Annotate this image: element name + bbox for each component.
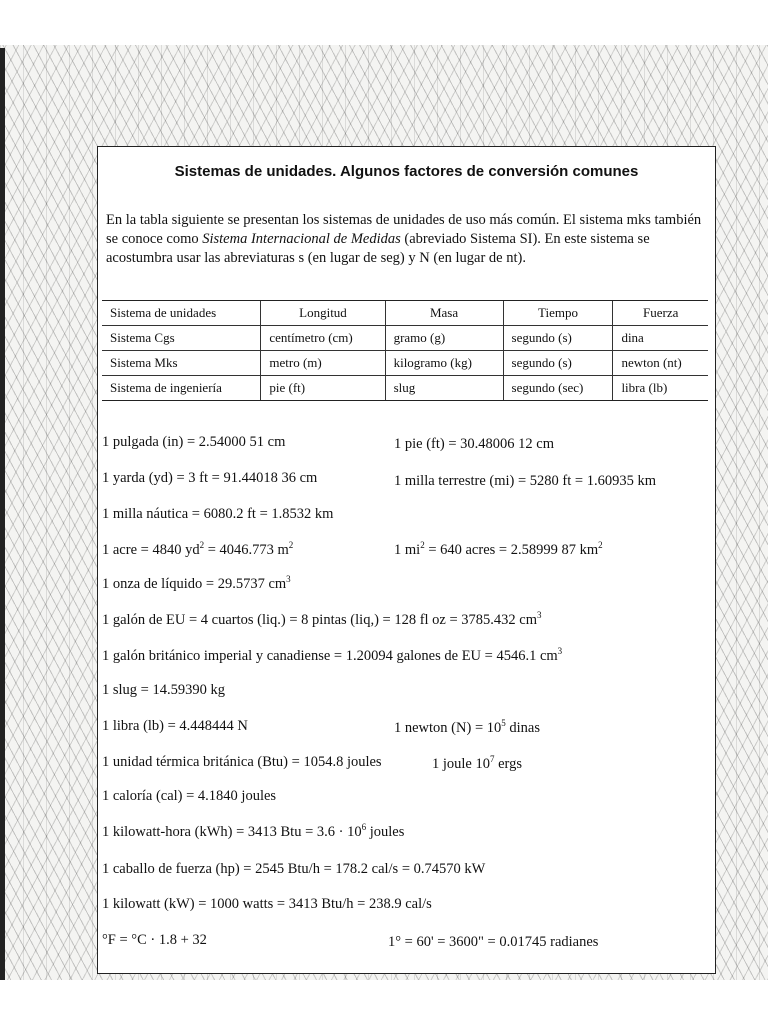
table-cell: kilogramo (kg) xyxy=(385,351,503,376)
exponent: 2 xyxy=(598,540,603,550)
table-cell: centímetro (cm) xyxy=(261,326,385,351)
conversion-pie: 1 pie (ft) = 30.48006 12 cm xyxy=(394,436,554,452)
column-header: Fuerza xyxy=(613,301,708,326)
table-cell: segundo (sec) xyxy=(503,376,613,401)
conversion-acre xyxy=(102,542,293,559)
page-title: Sistemas de unidades. Algunos factores de conversión comunes xyxy=(174,163,639,180)
conversion-hp: 1 caballo de fuerza (hp) = 2545 Btu/h = 178.2 cal/s = 0.74570 kW xyxy=(102,861,486,877)
conversion-text: 1 galón británico imperial y canadiense = 1.20094 galones de EU = 4546.1 cm xyxy=(102,648,558,664)
conversion-mi2 xyxy=(394,542,603,559)
intro-text-1: En la tabla siguiente se presentan los sistemas de unidades de uso más común. El sistema mks también se conoce como xyxy=(106,212,702,247)
table-cell: Sistema de ingeniería xyxy=(102,376,261,401)
column-header: Tiempo xyxy=(503,301,613,326)
table-cell: segundo (s) xyxy=(503,326,613,351)
conversion-temperatura: °F = °C · 1.8 + 32 xyxy=(102,932,207,948)
table-row xyxy=(102,376,708,401)
units-table xyxy=(102,300,708,401)
table-cell: gramo (g) xyxy=(385,326,503,351)
conversion-pulgada: 1 pulgada (in) = 2.54000 51 cm xyxy=(102,434,286,450)
conversion-text: = 4046.773 m xyxy=(204,542,289,558)
conversion-text: 1 newton (N) = 10 xyxy=(394,720,502,736)
exponent: 2 xyxy=(420,540,425,550)
conversion-newton xyxy=(394,720,540,737)
column-header: Sistema de unidades xyxy=(102,301,261,326)
exponent: 2 xyxy=(199,540,205,550)
conversion-text: 1 kilowatt-hora (kWh) = 3413 Btu = 3.6 · 10 xyxy=(102,824,362,840)
conversion-text: 1 onza de líquido = 29.5737 cm xyxy=(102,576,287,592)
intro-italic: Sistema Internacional de Medidas xyxy=(202,231,401,247)
conversion-libra: 1 libra (lb) = 4.448444 N xyxy=(102,718,248,734)
exponent: 5 xyxy=(501,718,506,728)
table-row xyxy=(102,326,708,351)
conversion-milla-nautica: 1 milla náutica = 6080.2 ft = 1.8532 km xyxy=(102,506,334,522)
conversion-joule xyxy=(432,756,522,773)
conversion-onza xyxy=(102,576,291,593)
exponent: 3 xyxy=(286,574,291,584)
conversion-text: joules xyxy=(366,824,405,840)
content-panel xyxy=(97,146,716,974)
conversion-text: 1 galón de EU = 4 cuartos (liq.) = 8 pintas (liq,) = 128 fl oz = 3785.432 cm xyxy=(102,612,538,628)
exponent: 6 xyxy=(361,822,367,832)
conversion-text: dinas xyxy=(505,720,540,736)
exponent: 3 xyxy=(537,610,542,620)
column-header: Longitud xyxy=(261,301,385,326)
table-cell: Sistema Mks xyxy=(102,351,261,376)
conversion-btu: 1 unidad térmica británica (Btu) = 1054.8 joules xyxy=(102,754,382,770)
conversion-galon-britanico xyxy=(102,648,562,665)
table-cell: dina xyxy=(613,326,708,351)
exponent: 7 xyxy=(490,754,495,764)
table-cell: Sistema Cgs xyxy=(102,326,261,351)
table-cell: pie (ft) xyxy=(261,376,385,401)
conversion-galon-eu xyxy=(102,612,542,629)
table-cell: slug xyxy=(385,376,503,401)
table-cell: segundo (s) xyxy=(503,351,613,376)
table-row xyxy=(102,351,708,376)
conversion-kw: 1 kilowatt (kW) = 1000 watts = 3413 Btu/h = 238.9 cal/s xyxy=(102,896,432,912)
conversion-caloria: 1 caloría (cal) = 4.1840 joules xyxy=(102,788,277,804)
conversion-slug: 1 slug = 14.59390 kg xyxy=(102,682,225,698)
column-header: Masa xyxy=(385,301,503,326)
conversion-text: = 640 acres = 2.58999 87 km xyxy=(424,542,599,558)
page-left-edge xyxy=(0,48,5,980)
conversion-milla-terrestre: 1 milla terrestre (mi) = 5280 ft = 1.60935 km xyxy=(394,473,656,489)
conversion-text: ergs xyxy=(494,756,523,772)
conversion-text: 1 acre = 4840 yd xyxy=(102,542,200,558)
exponent: 2 xyxy=(288,540,294,550)
conversion-yarda: 1 yarda (yd) = 3 ft = 91.44018 36 cm xyxy=(102,470,318,486)
intro-paragraph xyxy=(106,211,710,268)
conversion-kwh xyxy=(102,824,404,841)
intro-text-2: (abreviado Sistema SI). En este sistema se acostumbra usar las abreviaturas s (en lugar de seg) y N (en lugar de nt). xyxy=(106,231,650,266)
conversion-grado: 1° = 60' = 3600" = 0.01745 radianes xyxy=(388,934,599,950)
table-cell: newton (nt) xyxy=(613,351,708,376)
table-cell: metro (m) xyxy=(261,351,385,376)
table-header-row xyxy=(102,301,708,326)
conversion-text: 1 joule 10 xyxy=(432,756,490,772)
conversion-text: 1 mi xyxy=(394,542,421,558)
table-cell: libra (lb) xyxy=(613,376,708,401)
exponent: 3 xyxy=(557,646,563,656)
